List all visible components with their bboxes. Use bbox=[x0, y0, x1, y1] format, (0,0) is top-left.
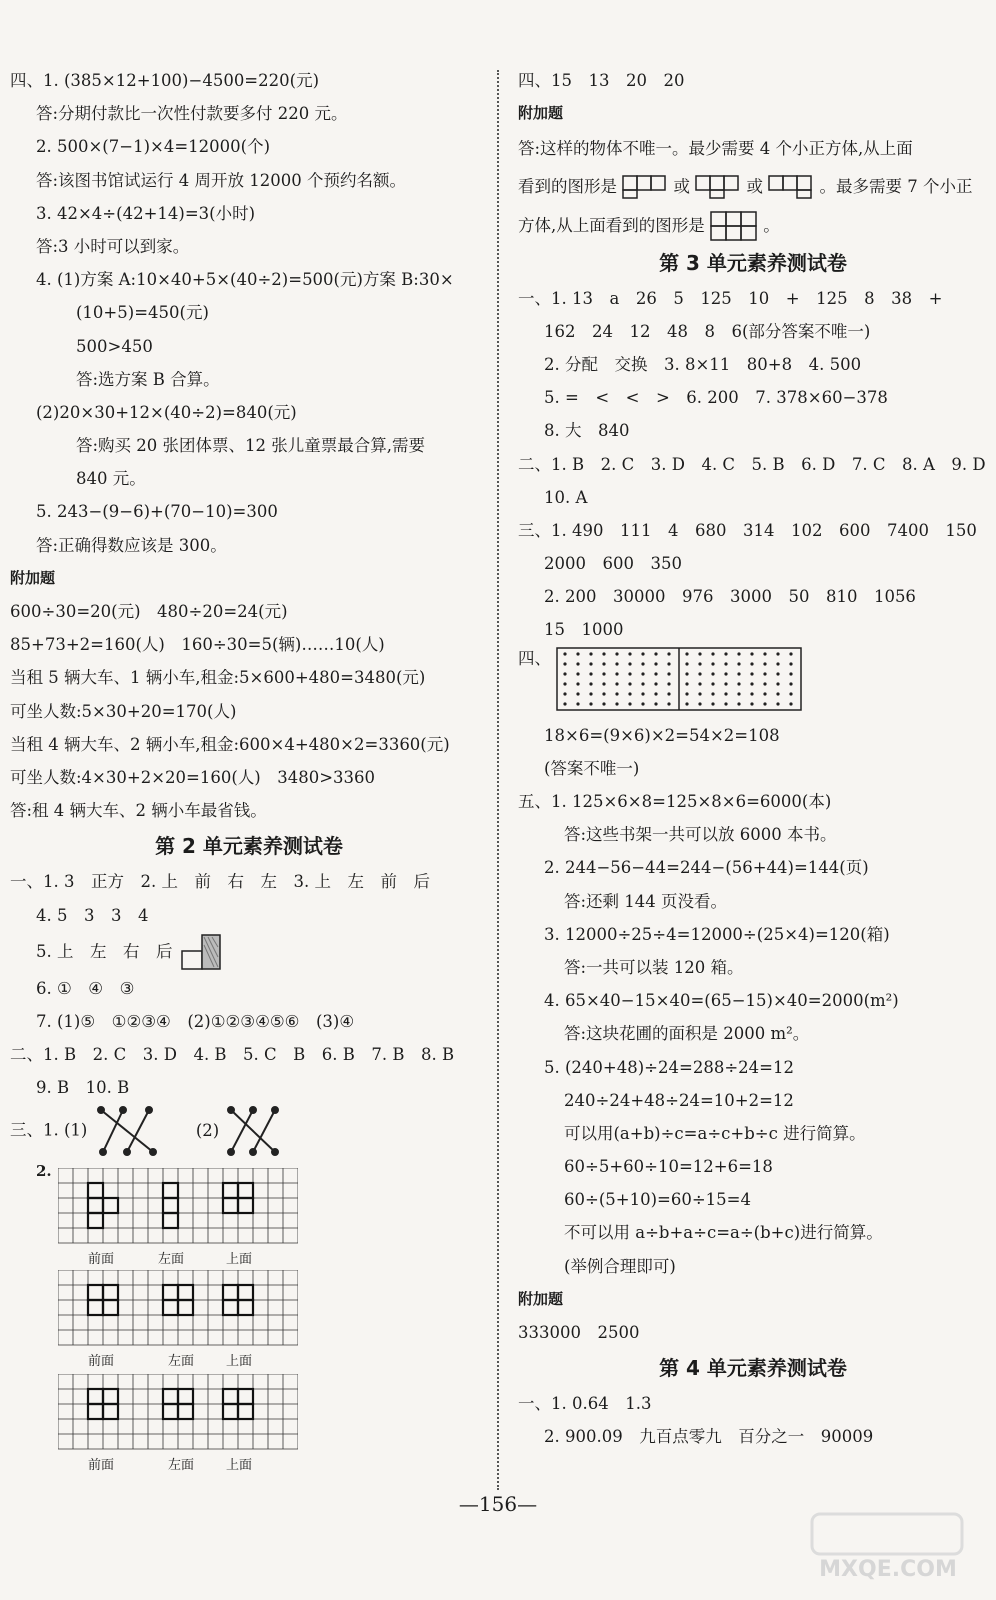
dot bbox=[668, 672, 671, 675]
answer-line: 当租 4 辆大车、2 辆小车,租金:600×4+480×2=3360(元) bbox=[10, 734, 450, 754]
dot bbox=[751, 662, 754, 665]
dot bbox=[738, 682, 741, 685]
dot bbox=[699, 702, 702, 705]
answer-line: 答:分期付款比一次性付款要多付 220 元。 bbox=[36, 104, 348, 124]
dot bbox=[564, 682, 567, 685]
dot bbox=[751, 682, 754, 685]
answer-line: 答:正确得数应该是 300。 bbox=[36, 535, 227, 555]
label-left: 左面 bbox=[168, 1458, 195, 1474]
dot bbox=[577, 682, 580, 685]
dot bbox=[590, 682, 593, 685]
label-top: 上面 bbox=[226, 1458, 253, 1474]
dot bbox=[790, 662, 793, 665]
view-cell bbox=[223, 1300, 238, 1315]
answer-line: 5. (240+48)÷24=288÷24=12 bbox=[544, 1057, 794, 1077]
answer-text: 三、1. (1) bbox=[10, 1120, 88, 1140]
dot bbox=[790, 652, 793, 655]
dot bbox=[577, 662, 580, 665]
answer-line: 7. (1)⑤ ①②③④ (2)①②③④⑤⑥ (3)④ bbox=[36, 1011, 355, 1031]
answer-line: 不可以用 a÷b+a÷c=a÷(b+c)进行简算。 bbox=[564, 1223, 883, 1243]
answer-line: 答:租 4 辆大车、2 辆小车最省钱。 bbox=[10, 801, 267, 821]
view-cell bbox=[223, 1285, 238, 1300]
label-left: 左面 bbox=[158, 1252, 185, 1268]
view-cell bbox=[103, 1404, 118, 1419]
answer-line: 五、1. 125×6×8=125×8×6=6000(本) bbox=[518, 792, 832, 811]
dot bbox=[616, 662, 619, 665]
answer-line: 240÷24+48÷24=10+2=12 bbox=[564, 1090, 794, 1110]
dot bbox=[590, 702, 593, 705]
answer-text: 2. bbox=[36, 1162, 52, 1181]
answer-line: 60÷5+60÷10=12+6=18 bbox=[564, 1157, 773, 1177]
answer-line: 四、1. (385×12+100)−4500=220(元) bbox=[10, 71, 320, 90]
answer-line: 当租 5 辆大车、1 辆小车,租金:5×600+480=3480(元) bbox=[10, 668, 426, 688]
dot bbox=[699, 652, 702, 655]
dot bbox=[699, 682, 702, 685]
view-cell bbox=[103, 1198, 118, 1213]
answer-text: 5. 上 左 右 后 bbox=[36, 941, 173, 961]
answer-line: 答:这些书架一共可以放 6000 本书。 bbox=[564, 825, 837, 845]
answer-line: 4. 65×40−15×40=(65−15)×40=2000(m²) bbox=[544, 991, 899, 1011]
dot bbox=[629, 672, 632, 675]
answer-text: 或 bbox=[746, 176, 763, 196]
top-view-shape-3 bbox=[768, 175, 814, 199]
answer-line: 5. 243−(9−6)+(70−10)=300 bbox=[36, 502, 278, 522]
answer-line: (答案不唯一) bbox=[544, 758, 640, 778]
dot bbox=[629, 652, 632, 655]
answer-line: 15 1000 bbox=[544, 620, 624, 640]
view-cell bbox=[88, 1285, 103, 1300]
dot bbox=[629, 662, 632, 665]
dot bbox=[764, 682, 767, 685]
answer-line bbox=[518, 208, 988, 244]
svg-text:MXQE.COM: MXQE.COM bbox=[819, 1557, 957, 1582]
view-cell bbox=[238, 1285, 253, 1300]
dot bbox=[642, 702, 645, 705]
dot bbox=[777, 672, 780, 675]
dot bbox=[603, 662, 606, 665]
answer-line: (10+5)=450(元) bbox=[76, 303, 209, 323]
view-cell bbox=[88, 1213, 103, 1228]
dot bbox=[751, 652, 754, 655]
dot bbox=[712, 652, 715, 655]
dot bbox=[629, 682, 632, 685]
dot bbox=[777, 662, 780, 665]
solid-figure bbox=[178, 933, 224, 971]
answer-line: 9. B 10. B bbox=[36, 1078, 130, 1098]
answer-line: 答:选方案 B 合算。 bbox=[76, 369, 220, 389]
matching-figure-2 bbox=[225, 1104, 305, 1158]
dot bbox=[564, 662, 567, 665]
dot bbox=[590, 652, 593, 655]
dot bbox=[686, 672, 689, 675]
answer-line: 60÷(5+10)=60÷15=4 bbox=[564, 1190, 751, 1210]
view-cell bbox=[178, 1404, 193, 1419]
top-view-shape-2 bbox=[695, 175, 741, 199]
watermark-logo bbox=[788, 1510, 988, 1590]
dot bbox=[642, 682, 645, 685]
view-grid bbox=[58, 1374, 298, 1450]
grid-set-3 bbox=[58, 1374, 298, 1472]
dot bbox=[616, 672, 619, 675]
answer-line: 2. 900.09 九百点零九 百分之一 90009 bbox=[544, 1427, 874, 1447]
view-cell bbox=[238, 1404, 253, 1419]
unit2-title: 第 2 单元素养测试卷 bbox=[155, 834, 343, 859]
dot bbox=[655, 702, 658, 705]
dot bbox=[751, 692, 754, 695]
dot bbox=[712, 672, 715, 675]
answer-line: 4. (1)方案 A:10×40+5×(40÷2)=500(元)方案 B:30× bbox=[36, 270, 454, 290]
grid-labels bbox=[58, 1248, 298, 1266]
answer-text: 方体,从上面看到的图形是 bbox=[518, 215, 705, 235]
answer-line: 可坐人数:5×30+20=170(人) bbox=[10, 701, 237, 721]
dot bbox=[686, 702, 689, 705]
extra-heading: 附加题 bbox=[518, 1289, 564, 1308]
dot bbox=[603, 702, 606, 705]
dot bbox=[777, 652, 780, 655]
dot bbox=[725, 702, 728, 705]
answer-line: 18×6=(9×6)×2=54×2=108 bbox=[544, 725, 780, 745]
view-cell bbox=[163, 1213, 178, 1228]
answer-line: 一、1. 13 a 26 5 125 10 + 125 8 38 + bbox=[518, 288, 943, 308]
view-grid bbox=[58, 1168, 298, 1244]
grid-set-1 bbox=[58, 1168, 298, 1266]
view-cell bbox=[238, 1389, 253, 1404]
label-front: 前面 bbox=[88, 1252, 115, 1268]
view-cell bbox=[178, 1389, 193, 1404]
dot bbox=[590, 662, 593, 665]
view-cell bbox=[88, 1198, 103, 1213]
view-cell bbox=[238, 1198, 253, 1213]
answer-line: (举例合理即可) bbox=[564, 1256, 676, 1276]
answer-text: 四、 bbox=[518, 648, 551, 668]
dot bbox=[668, 702, 671, 705]
view-cell bbox=[223, 1183, 238, 1198]
dot bbox=[725, 652, 728, 655]
extra-heading: 附加题 bbox=[10, 568, 56, 587]
answer-text: 。 bbox=[763, 215, 780, 235]
dot bbox=[764, 702, 767, 705]
dot bbox=[686, 682, 689, 685]
dot bbox=[590, 692, 593, 695]
top-view-shape-max bbox=[710, 211, 758, 241]
dot bbox=[686, 652, 689, 655]
dot bbox=[764, 672, 767, 675]
answer-line: 可坐人数:4×30+2×20=160(人) 3480>3360 bbox=[10, 767, 376, 787]
dot bbox=[699, 662, 702, 665]
view-cell bbox=[178, 1285, 193, 1300]
answer-line: 8. 大 840 bbox=[544, 421, 630, 441]
view-cell bbox=[163, 1285, 178, 1300]
dot bbox=[699, 692, 702, 695]
answer-line: 可以用(a+b)÷c=a÷c+b÷c 进行简算。 bbox=[564, 1123, 866, 1143]
view-cell bbox=[103, 1300, 118, 1315]
dot bbox=[564, 692, 567, 695]
answer-line bbox=[10, 932, 488, 972]
dot bbox=[668, 692, 671, 695]
answer-text: 。最多需要 7 个小正 bbox=[819, 176, 973, 196]
dot-array-line bbox=[518, 647, 988, 719]
dot bbox=[725, 662, 728, 665]
dot bbox=[764, 692, 767, 695]
dot bbox=[655, 672, 658, 675]
label-front: 前面 bbox=[88, 1458, 115, 1474]
dot bbox=[738, 672, 741, 675]
view-grids bbox=[10, 1162, 488, 1474]
top-view-shape-1 bbox=[622, 175, 668, 199]
answer-line: 三、1. 490 111 4 680 314 102 600 7400 150 bbox=[518, 520, 977, 540]
unit4-title: 第 4 单元素养测试卷 bbox=[659, 1356, 847, 1381]
answer-line: 2000 600 350 bbox=[544, 554, 682, 574]
answer-line: 答:这块花圃的面积是 2000 m²。 bbox=[564, 1024, 810, 1044]
view-grid bbox=[58, 1270, 298, 1346]
dot bbox=[603, 692, 606, 695]
column-divider bbox=[497, 70, 499, 1490]
dot bbox=[616, 692, 619, 695]
dot bbox=[777, 692, 780, 695]
dot bbox=[577, 692, 580, 695]
dot bbox=[629, 702, 632, 705]
view-cell bbox=[223, 1404, 238, 1419]
view-cell bbox=[163, 1404, 178, 1419]
dot bbox=[725, 692, 728, 695]
dot bbox=[751, 702, 754, 705]
answer-text: 看到的图形是 bbox=[518, 176, 617, 196]
view-cell bbox=[88, 1389, 103, 1404]
view-cell bbox=[223, 1198, 238, 1213]
answer-line: 四、15 13 20 20 bbox=[518, 71, 685, 90]
grid-labels bbox=[58, 1350, 298, 1368]
dot bbox=[668, 662, 671, 665]
dot bbox=[577, 672, 580, 675]
answer-line: 答:购买 20 张团体票、12 张儿童票最合算,需要 bbox=[76, 436, 426, 456]
dot bbox=[738, 652, 741, 655]
dot bbox=[725, 682, 728, 685]
answer-line: 2. 244−56−44=244−(56+44)=144(页) bbox=[544, 858, 869, 878]
dot-array bbox=[556, 647, 804, 713]
dot bbox=[577, 652, 580, 655]
answer-line: 答:该图书馆试运行 4 周开放 12000 个预约名额。 bbox=[36, 170, 407, 190]
dot bbox=[790, 702, 793, 705]
dot bbox=[764, 652, 767, 655]
answer-line: 2. 500×(7−1)×4=12000(个) bbox=[36, 137, 271, 157]
dot bbox=[712, 662, 715, 665]
dot bbox=[668, 652, 671, 655]
extra-heading: 附加题 bbox=[518, 104, 564, 123]
view-cell bbox=[163, 1183, 178, 1198]
answer-line: 3. 12000÷25÷4=12000÷(25×4)=120(箱) bbox=[544, 924, 890, 944]
view-cell bbox=[88, 1300, 103, 1315]
answer-line: 840 元。 bbox=[76, 469, 146, 489]
dot bbox=[603, 652, 606, 655]
dot bbox=[751, 672, 754, 675]
unit3-title: 第 3 单元素养测试卷 bbox=[659, 250, 847, 275]
dot bbox=[616, 682, 619, 685]
label-top: 上面 bbox=[226, 1354, 253, 1370]
matching-line bbox=[10, 1104, 488, 1162]
view-cell bbox=[178, 1300, 193, 1315]
answer-line: 162 24 12 48 8 6(部分答案不唯一) bbox=[544, 321, 871, 341]
dot bbox=[590, 672, 593, 675]
answer-line: 5. = < < > 6. 200 7. 378×60−378 bbox=[544, 388, 888, 408]
answer-text: 或 bbox=[673, 176, 690, 196]
right-column bbox=[518, 64, 988, 1454]
left-column bbox=[10, 64, 488, 1474]
dot bbox=[686, 662, 689, 665]
dot bbox=[564, 652, 567, 655]
dot bbox=[603, 672, 606, 675]
dot bbox=[777, 702, 780, 705]
dot bbox=[603, 682, 606, 685]
label-front: 前面 bbox=[88, 1354, 115, 1370]
dot bbox=[790, 672, 793, 675]
view-cell bbox=[223, 1389, 238, 1404]
grid-set-2 bbox=[58, 1270, 298, 1368]
dot bbox=[712, 682, 715, 685]
answer-line: 2. 分配 交换 3. 8×11 80+8 4. 500 bbox=[544, 354, 862, 374]
dot bbox=[616, 702, 619, 705]
view-cell bbox=[163, 1198, 178, 1213]
answer-line: 答:一共可以装 120 箱。 bbox=[564, 957, 744, 977]
view-cell bbox=[88, 1404, 103, 1419]
dot bbox=[738, 662, 741, 665]
view-cell bbox=[238, 1300, 253, 1315]
answer-line: 二、1. B 2. C 3. D 4. C 5. B 6. D 7. C 8. A 9. D bbox=[518, 454, 986, 474]
answer-line: 500>450 bbox=[76, 336, 153, 356]
dot bbox=[629, 692, 632, 695]
answer-line: 6. ① ④ ③ bbox=[36, 978, 135, 998]
label-left: 左面 bbox=[168, 1354, 195, 1370]
answer-line: 答:这样的物体不唯一。最少需要 4 个小正方体,从上面 bbox=[518, 139, 913, 159]
answer-line bbox=[518, 166, 988, 208]
answer-line: 二、1. B 2. C 3. D 4. B 5. C B 6. B 7. B 8. B bbox=[10, 1045, 455, 1065]
dot bbox=[642, 652, 645, 655]
dot bbox=[642, 692, 645, 695]
answer-text: (2) bbox=[195, 1120, 220, 1140]
view-cell bbox=[163, 1389, 178, 1404]
dot bbox=[712, 692, 715, 695]
view-cell bbox=[238, 1183, 253, 1198]
dot bbox=[738, 692, 741, 695]
view-cell bbox=[88, 1183, 103, 1198]
dot bbox=[655, 652, 658, 655]
dot bbox=[790, 682, 793, 685]
answer-line: 10. A bbox=[544, 487, 588, 507]
dot bbox=[655, 662, 658, 665]
dot bbox=[790, 692, 793, 695]
answer-line: 一、1. 0.64 1.3 bbox=[518, 1394, 652, 1414]
view-cell bbox=[163, 1300, 178, 1315]
page-number: —156— bbox=[458, 1492, 538, 1516]
view-cell bbox=[103, 1285, 118, 1300]
answer-line: 答:还剩 144 页没看。 bbox=[564, 891, 728, 911]
dot bbox=[564, 702, 567, 705]
dot bbox=[699, 672, 702, 675]
answer-line: 答:3 小时可以到家。 bbox=[36, 236, 190, 256]
dot bbox=[777, 682, 780, 685]
answer-line: 2. 200 30000 976 3000 50 810 1056 bbox=[544, 587, 916, 607]
dot bbox=[564, 672, 567, 675]
grid-labels bbox=[58, 1454, 298, 1472]
dot bbox=[642, 662, 645, 665]
answer-line: 600÷30=20(元) 480÷20=24(元) bbox=[10, 602, 288, 621]
answer-line: 4. 5 3 3 4 bbox=[36, 905, 149, 925]
dot bbox=[764, 662, 767, 665]
matching-figure-1 bbox=[93, 1104, 183, 1158]
answer-line: (2)20×30+12×(40÷2)=840(元) bbox=[36, 402, 297, 422]
dot bbox=[686, 692, 689, 695]
dot bbox=[616, 652, 619, 655]
dot bbox=[642, 672, 645, 675]
answer-line: 85+73+2=160(人) 160÷30=5(辆)……10(人) bbox=[10, 635, 385, 655]
dot bbox=[668, 682, 671, 685]
label-top: 上面 bbox=[226, 1252, 253, 1268]
dot bbox=[738, 702, 741, 705]
answer-line: 333000 2500 bbox=[518, 1323, 640, 1342]
dot bbox=[712, 702, 715, 705]
view-cell bbox=[103, 1389, 118, 1404]
dot bbox=[577, 702, 580, 705]
answer-line: 一、1. 3 正方 2. 上 前 右 左 3. 上 左 前 后 bbox=[10, 872, 430, 892]
dot bbox=[655, 682, 658, 685]
answer-line: 3. 42×4÷(42+14)=3(小时) bbox=[36, 203, 256, 223]
dot bbox=[725, 672, 728, 675]
dot bbox=[655, 692, 658, 695]
